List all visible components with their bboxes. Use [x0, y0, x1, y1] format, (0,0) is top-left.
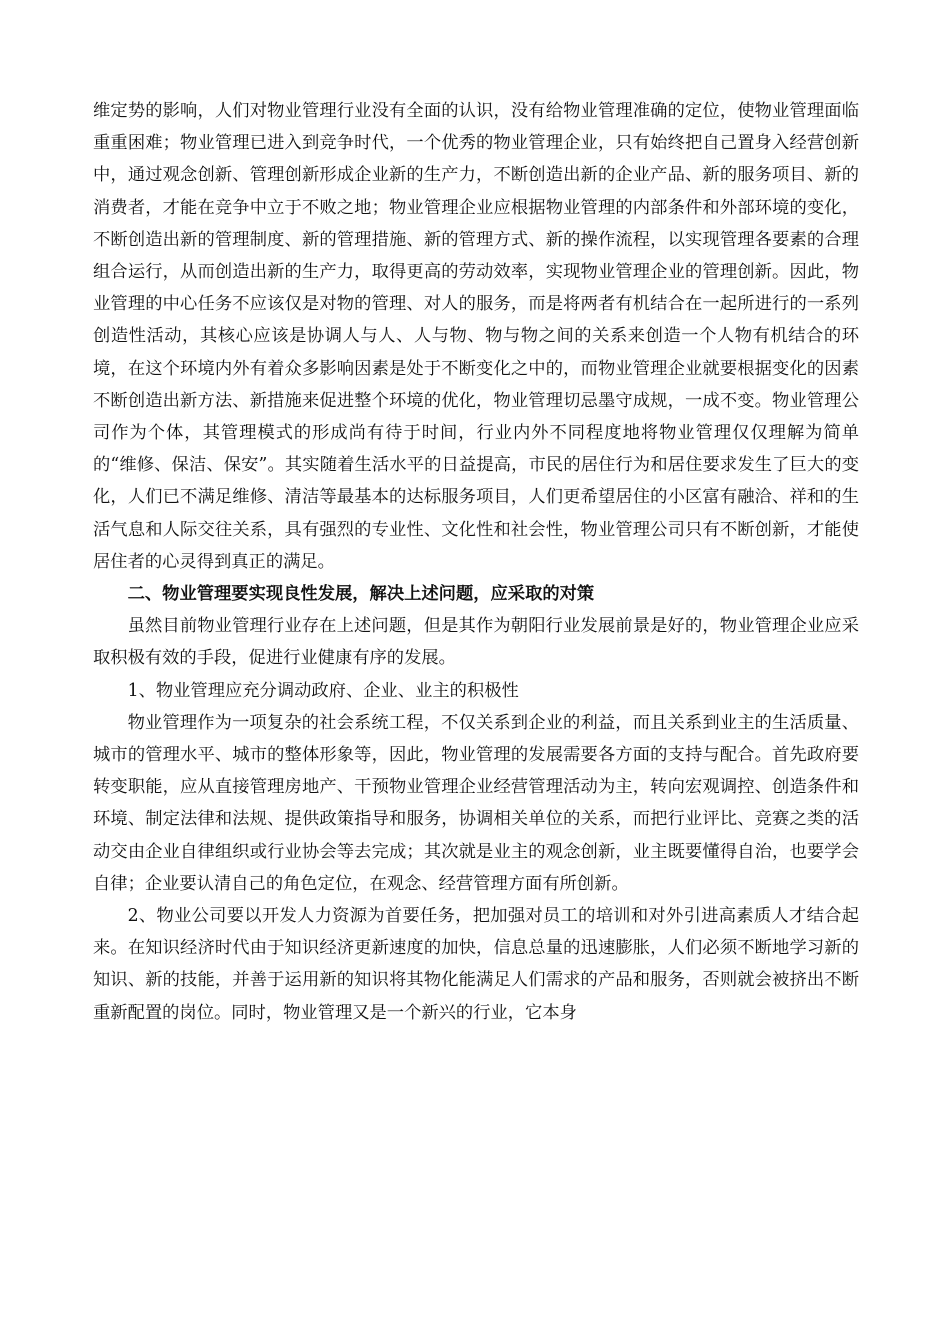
body-paragraph: 物业管理作为一项复杂的社会系统工程，不仅关系到企业的利益，而且关系到业主的生活质量、城市的管理水平、城市的整体形象等，因此，物业管理的发展需要各方面的支持与配合。首先政府要转变职能，应从直接管理房地产、干预物业管理企业经营管理活动为主，转向宏观调控、创造条件和环境、制定法律和法规、提供政策指导和服务，协调相关单位的关系，而把行业评比、竞赛之类的活动交由企业自律组织或行业协会等去完成；其次就是业主的观念创新，业主既要懂得自治，也要学会自律；企业要认清自己的角色定位，在观念、经营管理方面有所创新。	[93, 712, 859, 894]
body-paragraph-continued: 维定势的影响，人们对物业管理行业没有全面的认识，没有给物业管理准确的定位，使物业管理面临重重困难；物业管理已进入到竞争时代，一个优秀的物业管理企业，只有始终把自己置身入经营创新中，通过观念创新、管理创新形成企业新的生产力，不断创造出新的企业产品、新的服务项目、新的消费者，才能在竞争中立于不败之地；物业管理企业应根据物业管理的内部条件和外部环境的变化，不断创造出新的管理制度、新的管理措施、新的管理方式、新的操作流程，以实现管理各要素的合理组合运行，从而创造出新的生产力，取得更高的劳动效率，实现物业管理企业的管理创新。因此，物业管理的中心任务不应该仅是对物的管理、对人的服务，而是将两者有机结合在一起所进行的一系列创造性活动，其核心应该是协调人与人、人与物、物与物之间的关系来创造一个人物有机结合的环境，在这个环境内外有着众多影响因素是处于不断变化之中的，而物业管理企业就要根据变化的因素不断创造出新方法、新措施来促进整个环境的优化，物业管理切忌墨守成规，一成不变。物业管理公司作为个体，其管理模式的形成尚有待于时间，行业内外不同程度地将物业管理仅仅理解为简单的“维修、保洁、保安”。其实随着生活水平的日益提高，市民的居住行为和居住要求发生了巨大的变化，人们已不满足维修、清洁等最基本的达标服务项目，人们更希望居住的小区富有融洽、祥和的生活气息和人际交往关系，具有强烈的专业性、文化性和社会性，物业管理公司只有不断创新，才能使居住者的心灵得到真正的满足。	[93, 101, 859, 572]
body-paragraph: 2、物业公司要以开发人力资源为首要任务，把加强对员工的培训和对外引进高素质人才结合起来。在知识经济时代由于知识经济更新速度的加快，信息总量的迅速膨胀，人们必须不断地学习新的知识、新的技能，并善于运用新的知识将其物化能满足人们需求的产品和服务，否则就会被挤出不断重新配置的岗位。同时，物业管理又是一个新兴的行业，它本身	[93, 906, 859, 1023]
body-paragraph: 虽然目前物业管理行业存在上述问题，但是其作为朝阳行业发展前景是好的，物业管理企业应采取积极有效的手段，促进行业健康有序的发展。	[93, 616, 859, 669]
section-heading: 二、物业管理要实现良性发展，解决上述问题，应采取的对策	[127, 584, 595, 605]
document-page	[93, 95, 859, 1029]
subsection-heading: 1、物业管理应充分调动政府、企业、业主的积极性	[127, 680, 519, 701]
